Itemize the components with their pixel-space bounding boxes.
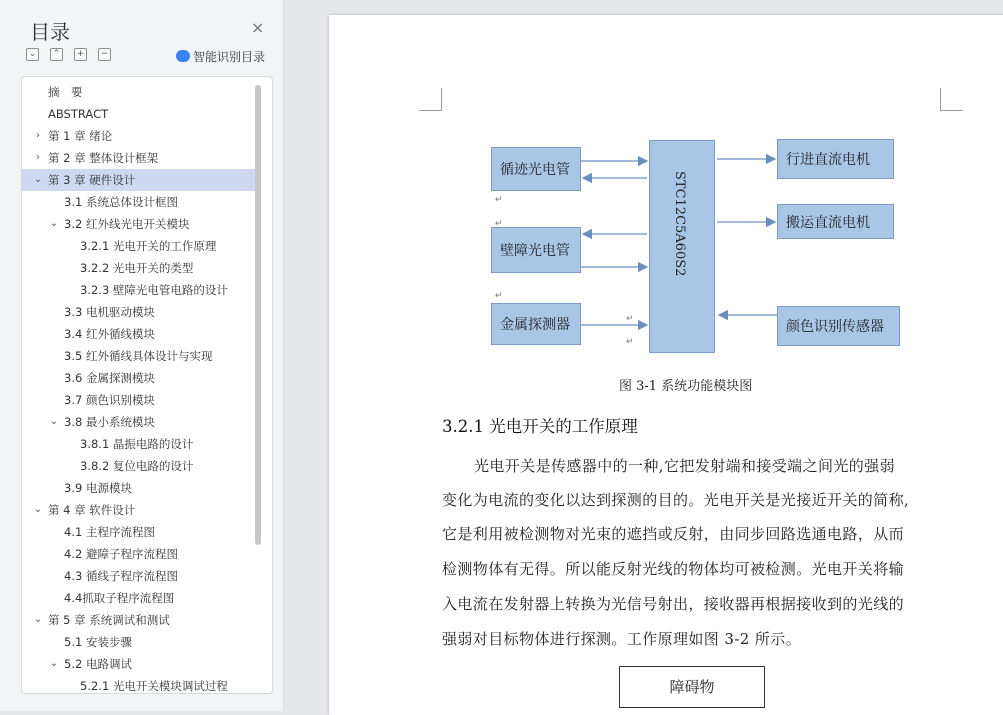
toc-item-label: 第 2 章 整体设计框架 bbox=[48, 151, 159, 165]
toc-title: 目录 bbox=[30, 20, 70, 44]
toc-item[interactable] bbox=[22, 213, 260, 235]
toc-item[interactable] bbox=[22, 279, 260, 301]
toc-item-label: 3.2.2 光电开关的类型 bbox=[80, 261, 194, 275]
toc-tree bbox=[21, 76, 273, 694]
toc-item-label: 3.1 系统总体设计框图 bbox=[64, 195, 178, 209]
toc-item-label: 4.4抓取子程序流程图 bbox=[64, 591, 175, 605]
toc-item-label: 3.8.2 复位电路的设计 bbox=[80, 459, 194, 473]
toc-item[interactable] bbox=[22, 411, 260, 433]
toc-item-label: 摘 要 bbox=[48, 85, 83, 99]
toc-item[interactable] bbox=[22, 499, 260, 521]
toc-item-label: 3.9 电源模块 bbox=[64, 481, 132, 495]
toc-item-label: 4.3 循线子程序流程图 bbox=[64, 569, 178, 583]
paragraph-line: 变化为电流的变化以达到探测的目的。光电开关是光接近开关的简称, bbox=[442, 491, 910, 509]
remove-heading-button[interactable]: − bbox=[98, 48, 111, 61]
chevron-down-icon[interactable]: ⌄ bbox=[49, 416, 59, 427]
toc-item[interactable] bbox=[22, 521, 260, 543]
close-icon[interactable]: × bbox=[251, 18, 265, 37]
block-obstacle-sensor: 壁障光电管 bbox=[491, 227, 581, 273]
toc-item[interactable] bbox=[22, 191, 260, 213]
toc-item[interactable] bbox=[22, 81, 260, 103]
toc-item[interactable] bbox=[22, 609, 260, 631]
toc-item-label: 第 1 章 绪论 bbox=[48, 129, 113, 143]
block-metal-detector: 金属探测器 bbox=[491, 303, 581, 345]
paragraph-line: 入电流在发射器上转换为光信号射出，接收器再根据接收到的光线的 bbox=[442, 595, 905, 613]
toc-item-label: 4.2 避障子程序流程图 bbox=[64, 547, 178, 561]
collapse-all-button[interactable]: ⌄ bbox=[26, 48, 39, 61]
ai-icon bbox=[176, 50, 190, 62]
toc-scrollbar[interactable] bbox=[255, 85, 261, 545]
toc-item-label: 3.2.3 壁障光电管电路的设计 bbox=[80, 283, 228, 297]
toc-item[interactable] bbox=[22, 323, 260, 345]
paragraph-line: 强弱对目标物体进行探测。工作原理如图 3-2 所示。 bbox=[442, 630, 802, 648]
toc-item[interactable] bbox=[22, 301, 260, 323]
toc-item[interactable] bbox=[22, 653, 260, 675]
toc-item[interactable] bbox=[22, 103, 260, 125]
toc-item-label: 5.2 电路调试 bbox=[64, 657, 132, 671]
block-tracking-sensor: 循迹光电管 bbox=[491, 147, 581, 191]
expand-all-button[interactable]: ⌃ bbox=[50, 48, 63, 61]
toc-item-label: 第 5 章 系统调试和测试 bbox=[48, 613, 170, 627]
toc-item-label: 3.8.1 晶振电路的设计 bbox=[80, 437, 194, 451]
figure-box-obstacle: 障碍物 bbox=[619, 666, 765, 708]
paragraph-line: 检测物体有无得。所以能反射光线的物体均可被检测。光电开关将输 bbox=[442, 560, 905, 578]
document-area bbox=[284, 0, 1003, 711]
chevron-down-icon[interactable]: ⌄ bbox=[49, 218, 59, 229]
toc-item[interactable] bbox=[22, 631, 260, 653]
toc-item-label: 3.2 红外线光电开关模块 bbox=[64, 217, 190, 231]
smart-toc-label: 智能识别目录 bbox=[193, 50, 266, 64]
chevron-down-icon[interactable]: ⌄ bbox=[49, 658, 59, 669]
toc-item-label: 3.5 红外循线具体设计与实现 bbox=[64, 349, 213, 363]
toc-item[interactable] bbox=[22, 675, 260, 694]
chevron-right-icon[interactable]: › bbox=[36, 130, 40, 141]
chevron-down-icon[interactable]: ⌄ bbox=[33, 504, 43, 515]
document-page bbox=[329, 15, 1003, 715]
toc-item-label: 3.2.1 光电开关的工作原理 bbox=[80, 239, 217, 253]
toc-item-label: 3.6 金属探测模块 bbox=[64, 371, 155, 385]
toc-item-label: 3.3 电机驱动模块 bbox=[64, 305, 155, 319]
toc-item[interactable] bbox=[22, 125, 260, 147]
toc-item-label: 第 4 章 软件设计 bbox=[48, 503, 136, 517]
toc-panel bbox=[0, 0, 284, 711]
toc-item[interactable] bbox=[22, 147, 260, 169]
paragraph-line: 它是利用被检测物对光束的遮挡或反射，由同步回路选通电路，从而 bbox=[442, 525, 905, 543]
block-mcu bbox=[649, 140, 715, 353]
toc-item[interactable] bbox=[22, 345, 260, 367]
toc-item-label: 4.1 主程序流程图 bbox=[64, 525, 155, 539]
mcu-label: STC12C5A60S2 bbox=[672, 171, 687, 277]
toc-item[interactable] bbox=[22, 543, 260, 565]
toc-item-label: 第 3 章 硬件设计 bbox=[48, 173, 136, 187]
section-heading: 3.2.1 光电开关的工作原理 bbox=[442, 417, 638, 436]
return-mark: ↵ bbox=[495, 291, 503, 301]
paragraph-line: 光电开关是传感器中的一种,它把发射端和接受端之间光的强弱 bbox=[474, 457, 895, 475]
toc-item[interactable] bbox=[22, 257, 260, 279]
toc-item[interactable] bbox=[22, 235, 260, 257]
return-mark: ↵ bbox=[495, 219, 503, 229]
chevron-down-icon[interactable]: ⌄ bbox=[33, 174, 43, 185]
toc-item-label: 3.4 红外循线模块 bbox=[64, 327, 155, 341]
toc-item[interactable] bbox=[22, 169, 260, 191]
toc-item-label: 3.8 最小系统模块 bbox=[64, 415, 155, 429]
chevron-down-icon[interactable]: ⌄ bbox=[33, 614, 43, 625]
smart-toc-button[interactable] bbox=[176, 48, 265, 65]
chevron-right-icon[interactable]: › bbox=[36, 152, 40, 163]
figure-caption: 图 3-1 系统功能模块图 bbox=[619, 379, 753, 394]
toc-item-label: ABSTRACT bbox=[48, 107, 109, 121]
toc-item[interactable] bbox=[22, 587, 260, 609]
toc-item-label: 3.7 颜色识别模块 bbox=[64, 393, 155, 407]
block-carry-motor: 搬运直流电机 bbox=[777, 204, 894, 239]
toc-item[interactable] bbox=[22, 455, 260, 477]
return-mark: ↵ bbox=[495, 195, 503, 205]
toc-item[interactable] bbox=[22, 367, 260, 389]
toc-item[interactable] bbox=[22, 389, 260, 411]
return-mark: ↵ bbox=[626, 337, 634, 347]
block-color-sensor: 颜色识别传感器 bbox=[777, 306, 900, 346]
return-mark: ↵ bbox=[626, 314, 634, 324]
toc-list bbox=[22, 81, 260, 694]
block-drive-motor: 行进直流电机 bbox=[777, 139, 894, 179]
toc-item-label: 5.2.1 光电开关模块调试过程 bbox=[80, 679, 228, 693]
toc-item[interactable] bbox=[22, 433, 260, 455]
toc-item[interactable] bbox=[22, 565, 260, 587]
toc-item[interactable] bbox=[22, 477, 260, 499]
add-heading-button[interactable]: + bbox=[74, 48, 87, 61]
toc-item-label: 5.1 安装步骤 bbox=[64, 635, 132, 649]
